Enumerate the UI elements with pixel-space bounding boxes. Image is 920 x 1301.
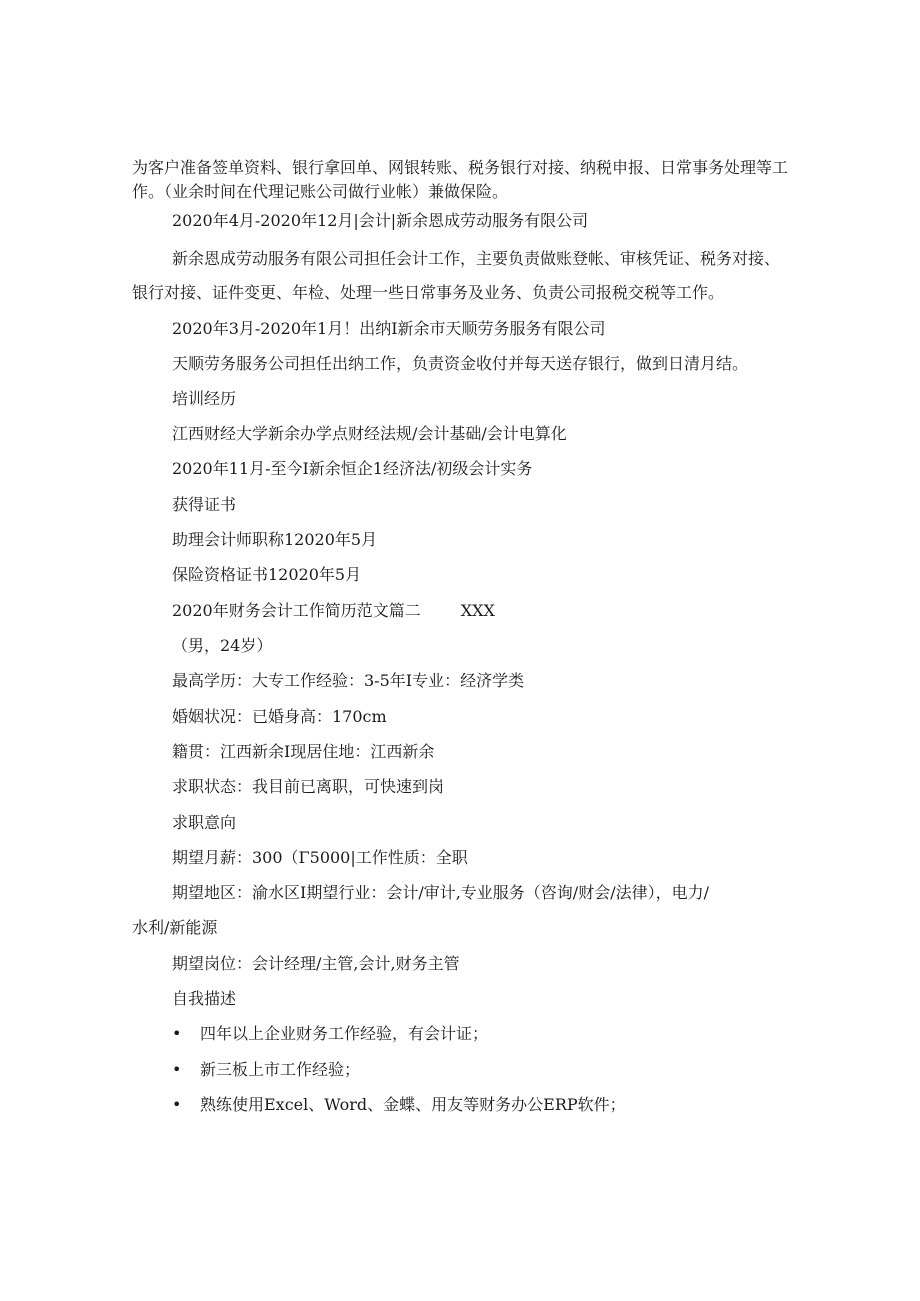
bullet-text: 新三板上市工作经验； xyxy=(200,1060,361,1079)
certificates-heading: 获得证书 xyxy=(172,495,237,514)
candidate-name: XXX xyxy=(460,601,495,620)
position-line: 期望岗位：会计经理/主管,会计,财务主管 xyxy=(172,954,460,973)
salary-line: 期望月薪：300（Γ5000|工作性质：全职 xyxy=(172,848,468,867)
region-line-2: 水利/新能源 xyxy=(132,918,218,937)
job-1-description: 新余恩成劳动服务有限公司担任会计工作，主要负责做账登帐、审核凭证、税务对接、银行对接、证件变更、年检、处理一些日常事务及业务、负责公司报税交税等工作。 xyxy=(132,249,781,302)
origin-line: 籍贯：江西新余I现居住地：江西新余 xyxy=(172,742,435,761)
marital-line: 婚姻状况：已婚身高：170cm xyxy=(172,707,387,726)
bullet-text: 熟练使用Excel、Word、金蝶、用友等财务办公ERP软件； xyxy=(200,1095,626,1114)
intro-paragraph: 为客户准备签单资料、银行拿回单、网银转账、税务银行对接、纳税申报、日常事务处理等工作。（业余时间在代理记账公司做行业帐）兼做保险。 xyxy=(132,158,789,201)
job-2-description: 天顺劳务服务公司担任出纳工作，负责资金收付并每天送存银行，做到日清月结。 xyxy=(172,354,749,373)
bullet-glyph: • xyxy=(172,1095,182,1114)
bullet-glyph: • xyxy=(172,1060,182,1079)
resume-title-row xyxy=(172,600,495,622)
education-line: 最高学历：大专工作经验：3-5年I专业：经济学类 xyxy=(172,671,525,690)
certificate-line-2: 保险资格证书12020年5月 xyxy=(172,565,362,584)
training-line-2: 2020年11月-至今I新余恒企1经济法/初级会计实务 xyxy=(172,459,533,478)
intent-heading: 求职意向 xyxy=(172,813,237,832)
resume-title: 2020年财务会计工作简历范文篇二 xyxy=(172,601,421,620)
bullet-item xyxy=(172,1094,626,1116)
region-line-1: 期望地区：渝水区I期望行业：会计/审计,专业服务（咨询/财会/法律），电力/ xyxy=(172,883,709,902)
gender-age: （男，24岁） xyxy=(172,636,273,655)
self-description-heading: 自我描述 xyxy=(172,989,237,1008)
job-1-header: 2020年4月-2020年12月|会计|新余恩成劳动服务有限公司 xyxy=(172,211,589,230)
bullet-glyph: • xyxy=(172,1024,182,1043)
certificate-line-1: 助理会计师职称12020年5月 xyxy=(172,530,378,549)
bullet-text: 四年以上企业财务工作经验，有会计证； xyxy=(200,1024,489,1043)
bullet-item xyxy=(172,1023,488,1045)
bullet-item xyxy=(172,1059,360,1081)
training-line-1: 江西财经大学新余办学点财经法规/会计基础/会计电算化 xyxy=(172,424,567,443)
training-heading: 培训经历 xyxy=(172,389,237,408)
job-status-line: 求职状态：我目前已离职，可快速到岗 xyxy=(172,777,445,796)
job-2-header: 2020年3月-2020年1月！出纳I新余市天顺劳务服务有限公司 xyxy=(172,319,606,338)
